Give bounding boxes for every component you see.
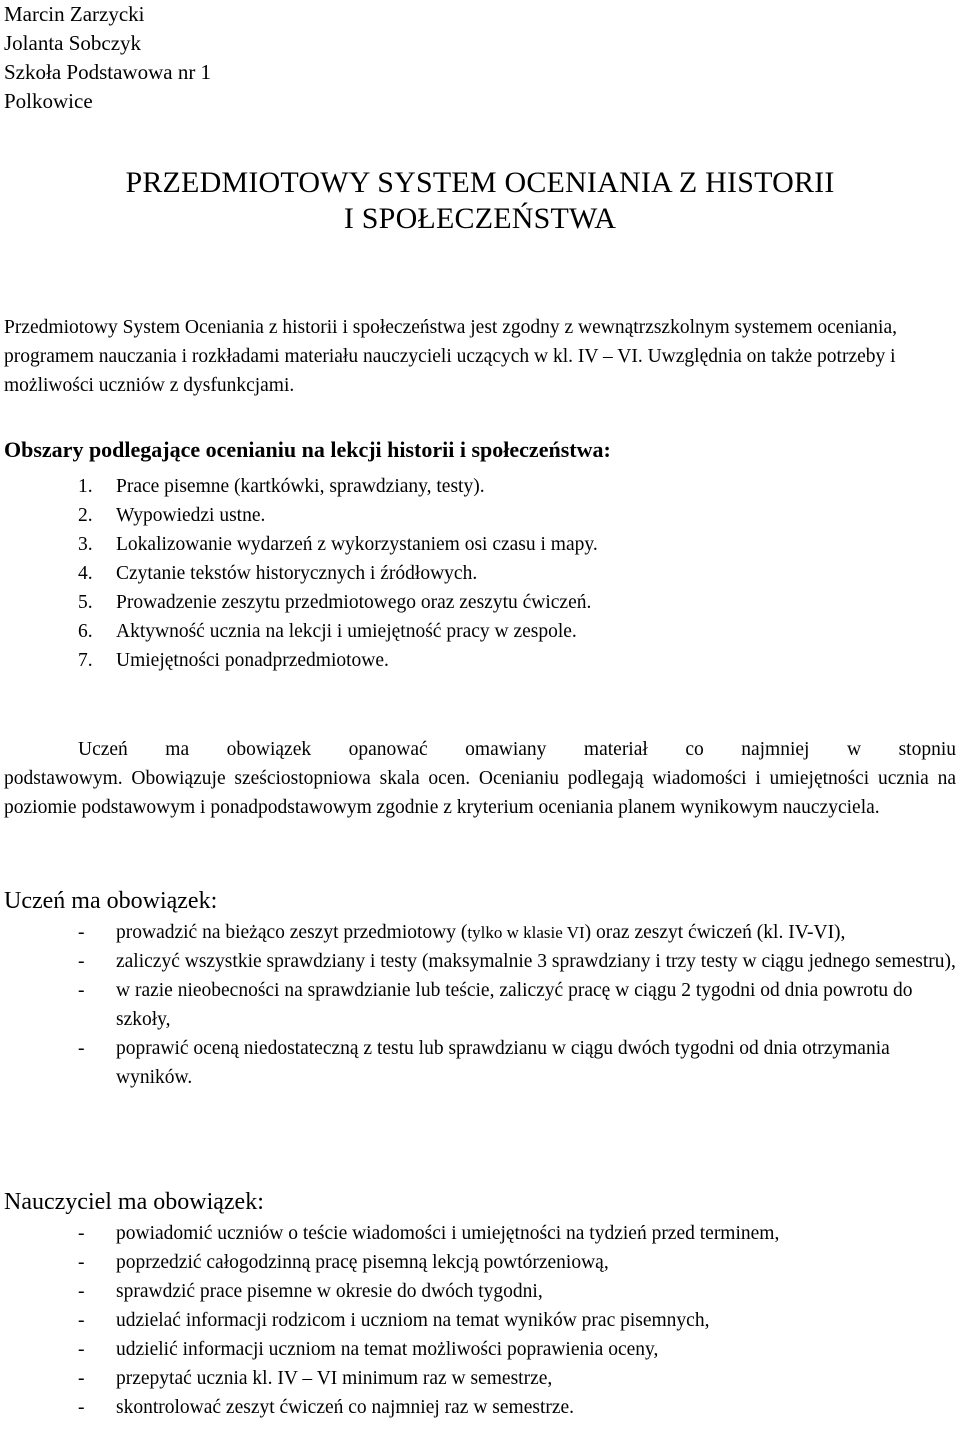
item-text-small: tylko w klasie VI (467, 923, 585, 942)
list-item (4, 1364, 874, 1393)
list-item (4, 1277, 874, 1306)
teacher-duties-list (4, 1219, 874, 1422)
item-text: udzielić informacji uczniom na temat możliwości poprawienia oceny, (116, 1339, 659, 1360)
list-item (4, 918, 956, 947)
item-text: powiadomić uczniów o teście wiadomości i umiejętności na tydzień przed terminem, (116, 1223, 780, 1244)
dash-bullet: - (78, 1252, 85, 1273)
list-item (78, 472, 598, 501)
list-item (4, 1034, 956, 1092)
item-number: 2. (78, 505, 93, 526)
areas-heading: Obszary podlegające ocenianiu na lekcji historii i społeczeństwa: (4, 437, 611, 462)
dash-bullet: - (78, 922, 85, 943)
item-text: przepytać ucznia kl. IV – VI minimum raz w semestrze, (116, 1368, 553, 1389)
list-item (4, 1219, 874, 1248)
dash-bullet: - (78, 1339, 85, 1360)
dash-bullet: - (78, 1038, 85, 1059)
dash-bullet: - (78, 1397, 85, 1418)
title-line: I SPOŁECZEŃSTWA (343, 202, 617, 235)
item-text: Lokalizowanie wydarzeń z wykorzystaniem osi czasu i mapy. (116, 534, 598, 555)
item-text: Prace pisemne (kartkówki, sprawdziany, testy). (116, 476, 485, 497)
item-text: Czytanie tekstów historycznych i źródłowych. (116, 563, 478, 584)
paragraph-rest: podstawowym. Obowiązuje sześciostopniowa skala ocen. Ocenianiu podlegają wiadomości i umiejętności ucznia na poziomie podstawowym i ponadpodstawowym zgodnie z kryterium oceniania planem wynikowym nauczyciela. (4, 768, 956, 818)
paragraph-first-line: Uczeń ma obowiązek opanować omawiany materiał co najmniej w stopniu (78, 739, 956, 760)
list-item (78, 588, 598, 617)
item-number: 7. (78, 650, 93, 671)
school-name: Szkoła Podstawowa nr 1 (4, 60, 212, 84)
author-name: Jolanta Sobczyk (4, 31, 142, 55)
list-item (78, 530, 598, 559)
item-number: 4. (78, 563, 93, 584)
item-text: w razie nieobecności na sprawdzianie lub teście, zaliczyć pracę w ciągu 2 tygodni od dnia powrotu do szkoły, (116, 980, 913, 1030)
author-name: Marcin Zarzycki (4, 2, 145, 26)
document-title (0, 165, 960, 237)
item-text: zaliczyć wszystkie sprawdziany i testy (maksymalnie 3 sprawdziany i trzy testy w ciągu jednego semestru), (116, 951, 956, 972)
item-number: 5. (78, 592, 93, 613)
dash-bullet: - (78, 1368, 85, 1389)
item-text: skontrolować zeszyt ćwiczeń co najmniej raz w semestrze. (116, 1397, 575, 1418)
item-number: 1. (78, 476, 93, 497)
student-duties-heading: Uczeń ma obowiązek: (4, 888, 218, 914)
list-item (78, 646, 598, 675)
list-item (4, 947, 956, 976)
item-text: Wypowiedzi ustne. (116, 505, 266, 526)
student-duties-list (4, 918, 956, 1092)
list-item (78, 501, 598, 530)
item-text: poprawić oceną niedostateczną z testu lub sprawdzianu w ciągu dwóch tygodni od dnia otrzymania wyników. (116, 1038, 890, 1088)
list-item (4, 1393, 874, 1422)
item-text: poprzedzić całogodzinną pracę pisemną lekcją powtórzeniową, (116, 1252, 609, 1273)
item-text: Prowadzenie zeszytu przedmiotowego oraz zeszytu ćwiczeń. (116, 592, 592, 613)
dash-bullet: - (78, 1223, 85, 1244)
city-name: Polkowice (4, 89, 93, 113)
list-item (4, 1248, 874, 1277)
item-text: ) oraz zeszyt ćwiczeń (kl. IV-VI), (584, 922, 846, 943)
dash-bullet: - (78, 1281, 85, 1302)
grading-paragraph (4, 735, 956, 822)
list-item (4, 1335, 874, 1364)
list-item (78, 559, 598, 588)
item-text: prowadzić na bieżąco zeszyt przedmiotowy ( (116, 922, 468, 943)
list-item (78, 617, 598, 646)
dash-bullet: - (78, 1310, 85, 1331)
item-text: Aktywność ucznia na lekcji i umiejętność pracy w zespole. (116, 621, 577, 642)
teacher-duties-heading: Nauczyciel ma obowiązek: (4, 1189, 264, 1215)
list-item (4, 1306, 874, 1335)
areas-list (78, 472, 598, 675)
item-number: 6. (78, 621, 93, 642)
item-text: udzielać informacji rodzicom i uczniom na temat wyników prac pisemnych, (116, 1310, 710, 1331)
intro-paragraph: Przedmiotowy System Oceniania z historii i społeczeństwa jest zgodny z wewnątrzszkolnym systemem oceniania, programem nauczania i rozkładami materiału nauczycieli uczących w kl. IV – VI. Uwzględnia on także potrzeby i możliwości uczniów z dysfunkcjami. (4, 317, 897, 396)
dash-bullet: - (78, 951, 85, 972)
item-text: sprawdzić prace pisemne w okresie do dwóch tygodni, (116, 1281, 543, 1302)
dash-bullet: - (78, 980, 85, 1001)
item-number: 3. (78, 534, 93, 555)
title-line: PRZEDMIOTOWY SYSTEM OCENIANIA Z HISTORII (125, 166, 835, 199)
item-text: Umiejętności ponadprzedmiotowe. (116, 650, 389, 671)
author-block (4, 0, 211, 116)
list-item (4, 976, 956, 1034)
